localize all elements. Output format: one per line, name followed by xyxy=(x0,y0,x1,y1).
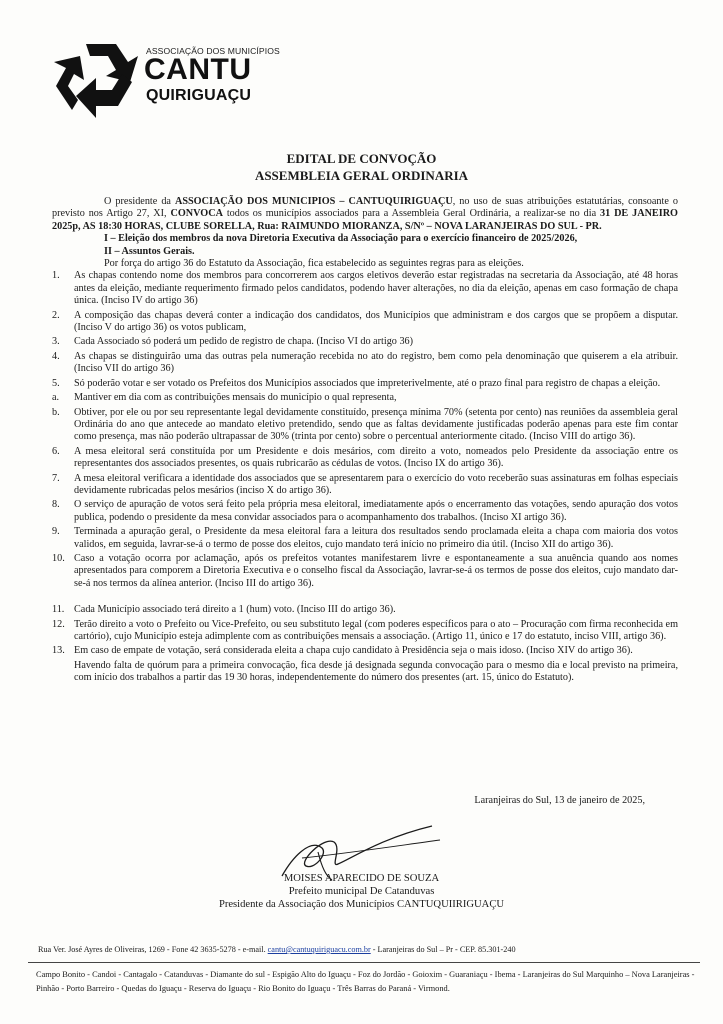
rule-text: Mantiver em dia com as contribuições mensais do município o qual representa, xyxy=(74,392,397,404)
rule-item xyxy=(52,336,678,348)
logo-subname: QUIRIGUAÇU xyxy=(146,87,252,104)
rule-item xyxy=(52,526,678,551)
document-subtitle: ASSEMBLEIA GERAL ORDINARIA xyxy=(254,168,469,183)
rule-text: Terminada a apuração geral, o Presidente da mesa eleitoral fara a leitura dos resultados sendo proclamada eleita a chapa com maioria dos votos validos, em seguida, lavrar-se-á o termo de posse dos eleitos, cujo mandato terá início no primeiro dia útil. (Inciso XII do artigo 36). xyxy=(74,526,678,550)
rule-num: 6. xyxy=(52,445,60,457)
rule-text: Só poderão votar e ser votado os Prefeitos dos Municípios associados que impreterivelmente, até o prazo final para registro de chapas a eleição. xyxy=(74,377,661,389)
rules-intro: Por força do artigo 36 do Estatuto da Associação, fica estabelecido as seguintes regras para as eleições. xyxy=(104,258,524,270)
rule-item xyxy=(52,378,678,390)
footer-email-link[interactable]: cantu@cantuquiriguacu.com.br xyxy=(267,945,371,954)
rule-text: As chapas se distinguirão uma das outras pela numeração recebida no ato do registro, bem como pela denominação que quiserem a ela atribuir. (Inciso VII do artigo 36) xyxy=(74,350,678,375)
rule-num: 3. xyxy=(52,336,60,348)
footer-divider xyxy=(28,962,700,963)
footer-address-end: - Laranjeiras do Sul – Pr - CEP. 85.301-240 xyxy=(370,945,516,954)
rule-item xyxy=(52,473,678,498)
agenda-item-1: I – Eleição dos membros da nova Diretoria Executiva da Associação para o exercício financeiro de 2025/2026, xyxy=(104,233,578,245)
rule-num: 9. xyxy=(52,526,60,538)
rule-num: 1. xyxy=(52,270,60,282)
rule-item xyxy=(52,310,678,335)
intro-assoc-name: ASSOCIAÇÃO DOS MUNICIPIOS – CANTUQUIRIGUAÇU xyxy=(174,196,453,207)
rule-item xyxy=(52,553,678,590)
agenda-item-2: II – Assuntos Gerais. xyxy=(104,245,195,257)
rule-text: As chapas contendo nome dos membros para concorrerem aos cargos eletivos deverão estar registradas na secretaria da Associação, até 48 horas antes da eleição, mediante requerimento firmado pelos candidatos, podendo haver alterações, no dia da eleição, apenas em caso formação de chapa única. (Inciso IV do artigo 36) xyxy=(74,270,678,307)
rule-num: 13. xyxy=(52,645,65,657)
rule-item xyxy=(52,270,678,307)
rule-item xyxy=(52,446,678,471)
footer-address-text: Rua Ver. José Ayres de Oliveiras, 1269 - Fone 42 3635-5278 - e-mail. xyxy=(38,945,268,954)
rule-text: A mesa eleitoral será constituída por um Presidente e dois mesários, com direito a voto, nomeados pelo Presidente da associação entre os representantes dos associados presentes, os quais rubricarão as cédulas de votos. (Inciso IX do artigo 36). xyxy=(74,445,678,470)
document-body xyxy=(52,196,678,685)
recycle-arrows-logo-icon xyxy=(46,38,142,120)
rule-item xyxy=(52,499,678,524)
rule-item xyxy=(52,604,678,616)
signatory-name: MOISES APARECIDO DE SOUZA xyxy=(283,873,440,884)
rule-num: 11. xyxy=(52,604,65,616)
intro-when-where: 31 DE JANEIRO 2025p, AS 18:30 HORAS, CLUBE SORELLA, Rua: RAIMUNDO MIORANZA, S/Nº – NOVA LARANJEIRAS DO SUL - PR. xyxy=(52,208,678,232)
intro-text-2: , no uso de suas atribuições estatutárias, consoante o previsto nos Artigo 27, XI, xyxy=(52,196,678,220)
date-place: Laranjeiras do Sul, 13 de janeiro de 2025, xyxy=(474,795,645,806)
footer-member-cities: Campo Bonito - Candoi - Cantagalo - Catanduvas - Diamante do sul - Espigão Alto do Iguaçu - Foz do Jordão - Goioxim - Guaraniaçu - Ibema - Laranjeiras do Sul Marquinho – Nova Laranjeiras - Pinhão - Porto Barreiro - Quedas do Iguaçu - Reserva do Iguaçu - Rio Bonito do Iguaçu - Três Barras do Paraná - Virmond. xyxy=(36,970,695,993)
rule-item xyxy=(52,645,678,657)
rule-text: Em caso de empate de votação, será considerada eleita a chapa cujo candidato à Presidência seja o mais idoso. (Inciso XIV do artigo 36). xyxy=(74,645,633,657)
rule-item xyxy=(52,619,678,644)
association-logo xyxy=(46,38,286,124)
footer-address xyxy=(38,945,516,954)
rule-num: a. xyxy=(52,392,60,404)
rule-num: 7. xyxy=(52,472,60,484)
rule-num: 10. xyxy=(52,552,65,564)
rule-num: b. xyxy=(52,406,60,418)
intro-text-3: todos os municípios associados para a Assembleia Geral Ordinária, a realizar-se no dia xyxy=(222,208,600,220)
rule-text: Terão direito a voto o Prefeito ou Vice-Prefeito, ou seu substituto legal (com poderes específicos para o ato – Procuração com firma reconhecida em cartório), cujo Município esteja adimplente com as contribuições mensais a associação. (Artigo 11, único e 17 do estatuto, inciso VIII, artigo 36). xyxy=(74,618,678,642)
quorum-paragraph: Havendo falta de quórum para a primeira convocação, fica desde já designada segunda convocação para o mesmo dia e local previsto na primeira, com início dos trabalhos a partir das 19 30 horas, independentemente do número dos presentes (art. 15, único do Estatuto). xyxy=(74,659,678,684)
logo-name: CANTU xyxy=(144,53,252,86)
intro-text-1: O presidente da xyxy=(104,196,175,207)
rule-text: A mesa eleitoral verificara a identidade dos associados que se apresentarem para o exercício do voto receberão suas assinaturas em folhas especiais devidamente rubricadas pelos mesários (inciso X do artigo 36). xyxy=(74,472,678,496)
intro-paragraph xyxy=(52,196,678,233)
rule-text: Obtiver, por ele ou por seu representante legal devidamente constituído, presença mínima 70% (setenta por cento) nas reuniões da assembleia geral Ordinária do ano que antecede ao mandato eletivo pretendido, sendo que as faltas devidamente justificadas poderão apenas para este fim contar como presença, mas não poderão ultrapassar de 30% (trinta por cento) sobre o percentual anteriormente citado. (Inciso VIII do artigo 36). xyxy=(74,406,678,443)
rule-text: O serviço de apuração de votos será feito pela própria mesa eleitoral, imediatamente após o encerramento das votações, sendo apuração dos votos publica, podendo o presidente da mesa convidar associados para o acompanhamento dos trabalhos. (Inciso XI artigo 36). xyxy=(74,499,678,523)
rule-text: A composição das chapas deverá conter a indicação dos candidatos, dos Municípios que administram e dos cargos que se propõem a disputar. (Inciso V do artigo 36) os votos publicam, xyxy=(74,309,678,334)
document-title: EDITAL DE CONVOÇÃO xyxy=(286,151,437,166)
rule-num: 5. xyxy=(52,377,60,389)
rule-num: 12. xyxy=(52,618,65,630)
rule-num: 4. xyxy=(52,350,60,362)
rule-text: Cada Município associado terá direito a 1 (hum) voto. (Inciso III do artigo 36). xyxy=(74,604,396,616)
rule-text: Cada Associado só poderá um pedido de registro de chapa. (Inciso VI do artigo 36) xyxy=(74,336,414,348)
spacer xyxy=(52,592,678,604)
rule-item xyxy=(52,351,678,376)
signatory-role-1: Prefeito municipal De Catanduvas xyxy=(288,886,435,897)
rule-num: 2. xyxy=(52,309,60,321)
rule-text: Caso a votação ocorra por aclamação, após os prefeitos votantes manifestarem livre e espontaneamente a sua anuência quando aos nomes apresentados para comporem a Diretoria Executiva e o conselho fiscal da Associação, lavrar-se-á os termos de posse dos eleitos, cujo mandato dar-se-á nos termos da alínea anterior. (Inciso III do artigo 36). xyxy=(74,552,678,589)
rule-item xyxy=(52,407,678,444)
rules-list xyxy=(52,270,678,657)
rule-num: 8. xyxy=(52,499,60,511)
signatory-role-2: Presidente da Associação dos Municípios CANTUQUIIRIGUAÇU xyxy=(218,899,505,910)
rule-item xyxy=(52,392,678,404)
intro-convoca: CONVOCA xyxy=(170,208,223,220)
logo-association-text: ASSOCIAÇÃO DOS MUNICÍPIOS xyxy=(146,46,280,56)
